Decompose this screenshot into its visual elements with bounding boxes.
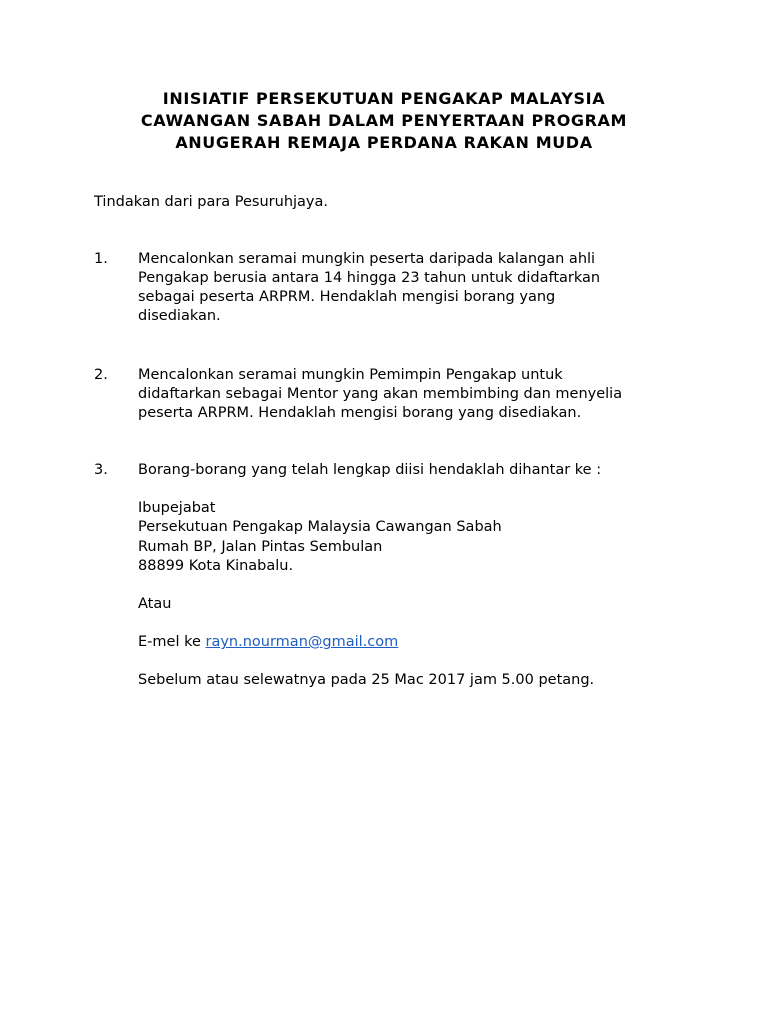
title-line-2: CAWANGAN SABAH DALAM PENYERTAAN PROGRAM bbox=[140, 111, 628, 130]
list-item-text bbox=[138, 461, 698, 480]
list-item-line: Pengakap berusia antara 14 hingga 23 tahun untuk didaftarkan bbox=[138, 270, 601, 286]
address-line-4: 88899 Kota Kinabalu. bbox=[138, 557, 294, 574]
title-line-3: ANUGERAH REMAJA PERDANA RAKAN MUDA bbox=[175, 133, 593, 152]
email-link[interactable]: rayn.nourman@gmail.com bbox=[205, 634, 399, 650]
list-item-text bbox=[138, 366, 698, 423]
title-line-1: INISIATIF PERSEKUTUAN PENGAKAP MALAYSIA bbox=[162, 89, 606, 108]
list-item-text bbox=[138, 250, 698, 326]
document-title bbox=[0, 88, 768, 154]
list-item-number: 2. bbox=[94, 367, 108, 383]
list-item-line: Mencalonkan seramai mungkin Pemimpin Pengakap untuk bbox=[138, 367, 563, 383]
address-line-3: Rumah BP, Jalan Pintas Sembulan bbox=[138, 538, 383, 555]
address-line-1: Ibupejabat bbox=[138, 500, 216, 516]
address-line-2: Persekutuan Pengakap Malaysia Cawangan Sabah bbox=[138, 519, 502, 536]
deadline-text: Sebelum atau selewatnya pada 25 Mac 2017 jam 5.00 petang. bbox=[138, 672, 595, 688]
intro-text: Tindakan dari para Pesuruhjaya. bbox=[94, 194, 329, 210]
list-item-number: 1. bbox=[94, 251, 108, 267]
list-item-line: didaftarkan sebagai Mentor yang akan membimbing dan menyelia bbox=[138, 386, 623, 402]
list-item-line: peserta ARPRM. Hendaklah mengisi borang yang disediakan. bbox=[138, 405, 582, 421]
list-item-line: Borang-borang yang telah lengkap diisi hendaklah dihantar ke : bbox=[138, 462, 602, 478]
list-item-number: 3. bbox=[94, 462, 108, 478]
email-prefix: E-mel ke bbox=[138, 634, 206, 650]
mailing-address bbox=[138, 499, 502, 576]
or-text: Atau bbox=[138, 596, 172, 612]
list-item-line: Mencalonkan seramai mungkin peserta daripada kalangan ahli bbox=[138, 251, 596, 267]
list-item-line: sebagai peserta ARPRM. Hendaklah mengisi borang yang bbox=[138, 289, 556, 305]
email-line bbox=[138, 633, 398, 652]
list-item-line: disediakan. bbox=[138, 308, 221, 324]
